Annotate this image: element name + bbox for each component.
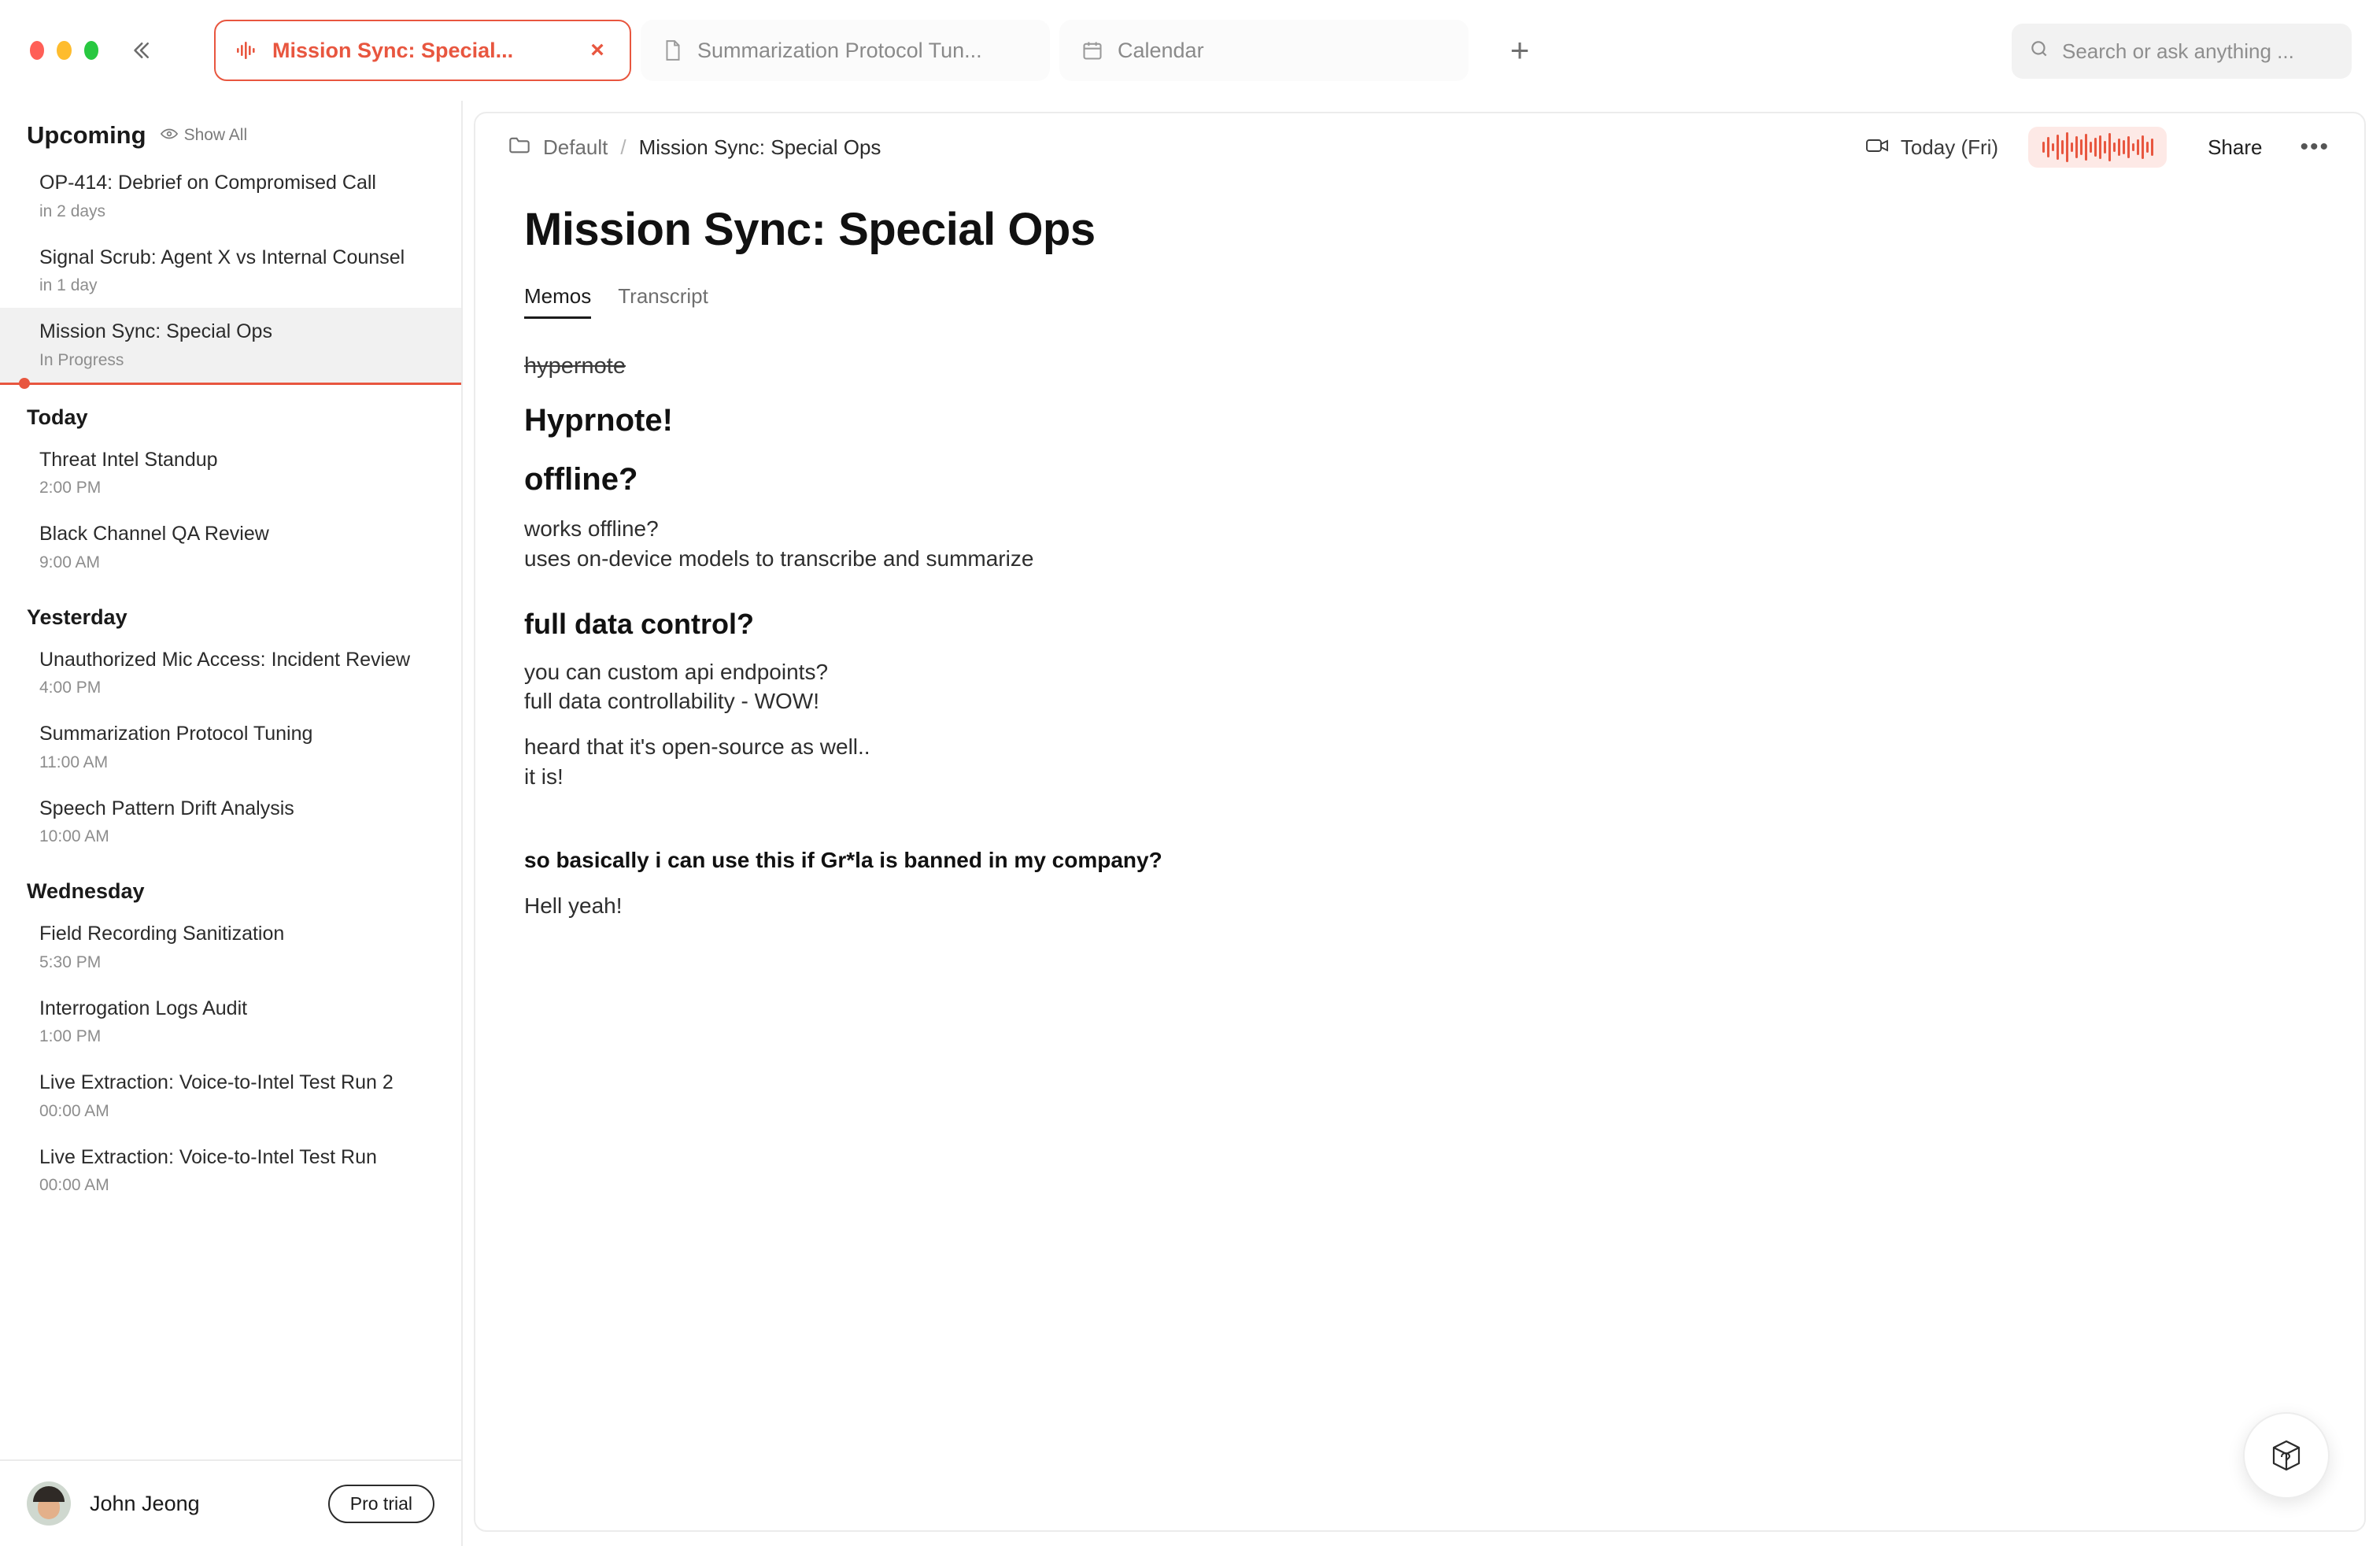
- note-content[interactable]: [524, 353, 2317, 920]
- sidebar-scroll-area[interactable]: [0, 101, 461, 1459]
- list-item-sub: 5:30 PM: [39, 952, 102, 971]
- list-item[interactable]: [0, 910, 461, 985]
- pro-trial-badge[interactable]: Pro trial: [328, 1485, 434, 1523]
- note-document[interactable]: [475, 181, 2364, 1530]
- upcoming-header: [0, 101, 461, 159]
- folder-icon: [508, 135, 530, 160]
- list-item-title: Black Channel QA Review: [39, 523, 269, 545]
- tab-mission-sync[interactable]: [214, 20, 631, 81]
- group-title-today: Today: [27, 405, 88, 429]
- list-item-title: Summarization Protocol Tuning: [39, 723, 313, 745]
- upcoming-title: Upcoming: [27, 121, 146, 149]
- list-item-title: Live Extraction: Voice-to-Intel Test Run: [39, 1145, 377, 1168]
- close-icon[interactable]: ×: [590, 37, 604, 63]
- list-item[interactable]: [0, 510, 461, 585]
- list-item-sub: 11:00 AM: [39, 753, 109, 771]
- group-title-yesterday: Yesterday: [27, 605, 128, 629]
- title-bar: [0, 0, 2380, 101]
- collapse-sidebar-icon[interactable]: [124, 28, 157, 72]
- today-label: Today (Fri): [1900, 135, 1999, 159]
- list-item-sub: 9:00 AM: [39, 553, 101, 571]
- list-item-sub: 1:00 PM: [39, 1027, 102, 1045]
- document-icon: [663, 39, 683, 61]
- user-name: John Jeong: [90, 1491, 200, 1515]
- tab-summarization-protocol[interactable]: [641, 20, 1050, 81]
- list-item-title: Interrogation Logs Audit: [39, 997, 248, 1019]
- list-item-sub: 00:00 AM: [39, 1101, 109, 1120]
- list-item-title: Unauthorized Mic Access: Incident Review: [39, 648, 411, 671]
- box-assistant-icon[interactable]: [2243, 1412, 2330, 1499]
- note-paragraph: full data controllability - WOW!: [524, 689, 819, 714]
- show-all-button[interactable]: [161, 126, 248, 145]
- app-body: [0, 101, 2380, 1546]
- tab-label: Mission Sync: Special...: [272, 38, 514, 62]
- minimize-window-button[interactable]: [57, 41, 71, 60]
- tab-bar: [214, 20, 1543, 81]
- video-camera-icon: [1866, 135, 1890, 160]
- tab-label: Summarization Protocol Tun...: [697, 38, 982, 62]
- search-placeholder: Search or ask anything ...: [2062, 39, 2294, 63]
- tab-memos[interactable]: Memos: [524, 284, 591, 319]
- list-item[interactable]: [0, 710, 461, 785]
- breadcrumb: [508, 135, 881, 160]
- today-button[interactable]: [1858, 129, 2006, 166]
- tab-transcript[interactable]: Transcript: [618, 284, 708, 308]
- list-item-sub: 2:00 PM: [39, 479, 102, 497]
- note-paragraph: heard that it's open-source as well..: [524, 734, 870, 760]
- note-heading: full data control?: [524, 607, 754, 640]
- list-item-sub: in 1 day: [39, 276, 98, 294]
- list-item-sub: 00:00 AM: [39, 1176, 109, 1194]
- note-heading: Hyprnote!: [524, 403, 673, 438]
- list-item-sub: 10:00 AM: [39, 827, 109, 845]
- list-item-title: OP-414: Debrief on Compromised Call: [39, 172, 376, 194]
- breadcrumb-root[interactable]: Default: [543, 135, 608, 159]
- note-heading: offline?: [524, 462, 638, 497]
- more-options-icon[interactable]: •••: [2300, 134, 2330, 160]
- avatar: [27, 1481, 71, 1526]
- note-paragraph: Hell yeah!: [524, 893, 623, 918]
- list-item-title: Live Extraction: Voice-to-Intel Test Run 2: [39, 1071, 394, 1093]
- search-input[interactable]: [2012, 24, 2352, 79]
- eye-icon: [161, 126, 178, 145]
- note-spacer: [524, 791, 2317, 829]
- list-item[interactable]: [0, 1059, 461, 1134]
- note-paragraph: works offline?: [524, 516, 659, 541]
- calendar-icon: [1081, 39, 1103, 61]
- list-item-title: Mission Sync: Special Ops: [39, 320, 272, 342]
- note-paragraph: it is!: [524, 764, 564, 790]
- maximize-window-button[interactable]: [84, 41, 98, 60]
- list-item[interactable]: [0, 436, 461, 511]
- list-item-selected[interactable]: [0, 308, 461, 385]
- list-item[interactable]: [0, 1134, 461, 1208]
- list-item-title: Threat Intel Standup: [39, 448, 218, 471]
- close-window-button[interactable]: [30, 41, 44, 60]
- search-icon: [2029, 39, 2049, 65]
- note-tabs: [524, 284, 2317, 319]
- list-item[interactable]: [0, 785, 461, 860]
- list-item[interactable]: [0, 636, 461, 711]
- note-paragraph-bold: so basically i can use this if Gr*la is banned in my company?: [524, 847, 1162, 872]
- note-line-strikethrough: hypernote: [524, 353, 626, 379]
- note-paragraph: you can custom api endpoints?: [524, 659, 829, 684]
- page-title: Mission Sync: Special Ops: [524, 204, 1096, 255]
- list-item[interactable]: [0, 159, 461, 234]
- waveform-icon: [236, 40, 258, 61]
- note-paragraph: uses on-device models to transcribe and summarize: [524, 546, 1034, 571]
- show-all-label: Show All: [183, 126, 248, 144]
- list-item-sub: in 2 days: [39, 202, 106, 220]
- list-item-title: Signal Scrub: Agent X vs Internal Counsel: [39, 246, 405, 268]
- list-item-title: Field Recording Sanitization: [39, 923, 285, 945]
- main-area: [463, 101, 2380, 1546]
- list-item-sub: In Progress: [39, 350, 124, 369]
- new-tab-button[interactable]: +: [1510, 31, 1530, 68]
- window-controls: [0, 28, 157, 72]
- tab-label: Calendar: [1118, 38, 1204, 62]
- group-title-wednesday: Wednesday: [27, 879, 145, 903]
- user-bar[interactable]: [0, 1459, 461, 1546]
- list-item-title: Speech Pattern Drift Analysis: [39, 797, 294, 819]
- breadcrumb-current: Mission Sync: Special Ops: [638, 135, 881, 159]
- note-panel: [474, 112, 2366, 1532]
- list-item[interactable]: [0, 234, 461, 309]
- breadcrumb-separator: /: [620, 135, 626, 159]
- sidebar: [0, 101, 463, 1546]
- note-toolbar: [475, 113, 2364, 181]
- tab-calendar[interactable]: [1059, 20, 1469, 81]
- list-item-sub: 4:00 PM: [39, 679, 102, 697]
- list-item[interactable]: [0, 985, 461, 1060]
- share-button[interactable]: Share: [2208, 135, 2263, 159]
- audio-waveform-icon[interactable]: [2028, 127, 2167, 168]
